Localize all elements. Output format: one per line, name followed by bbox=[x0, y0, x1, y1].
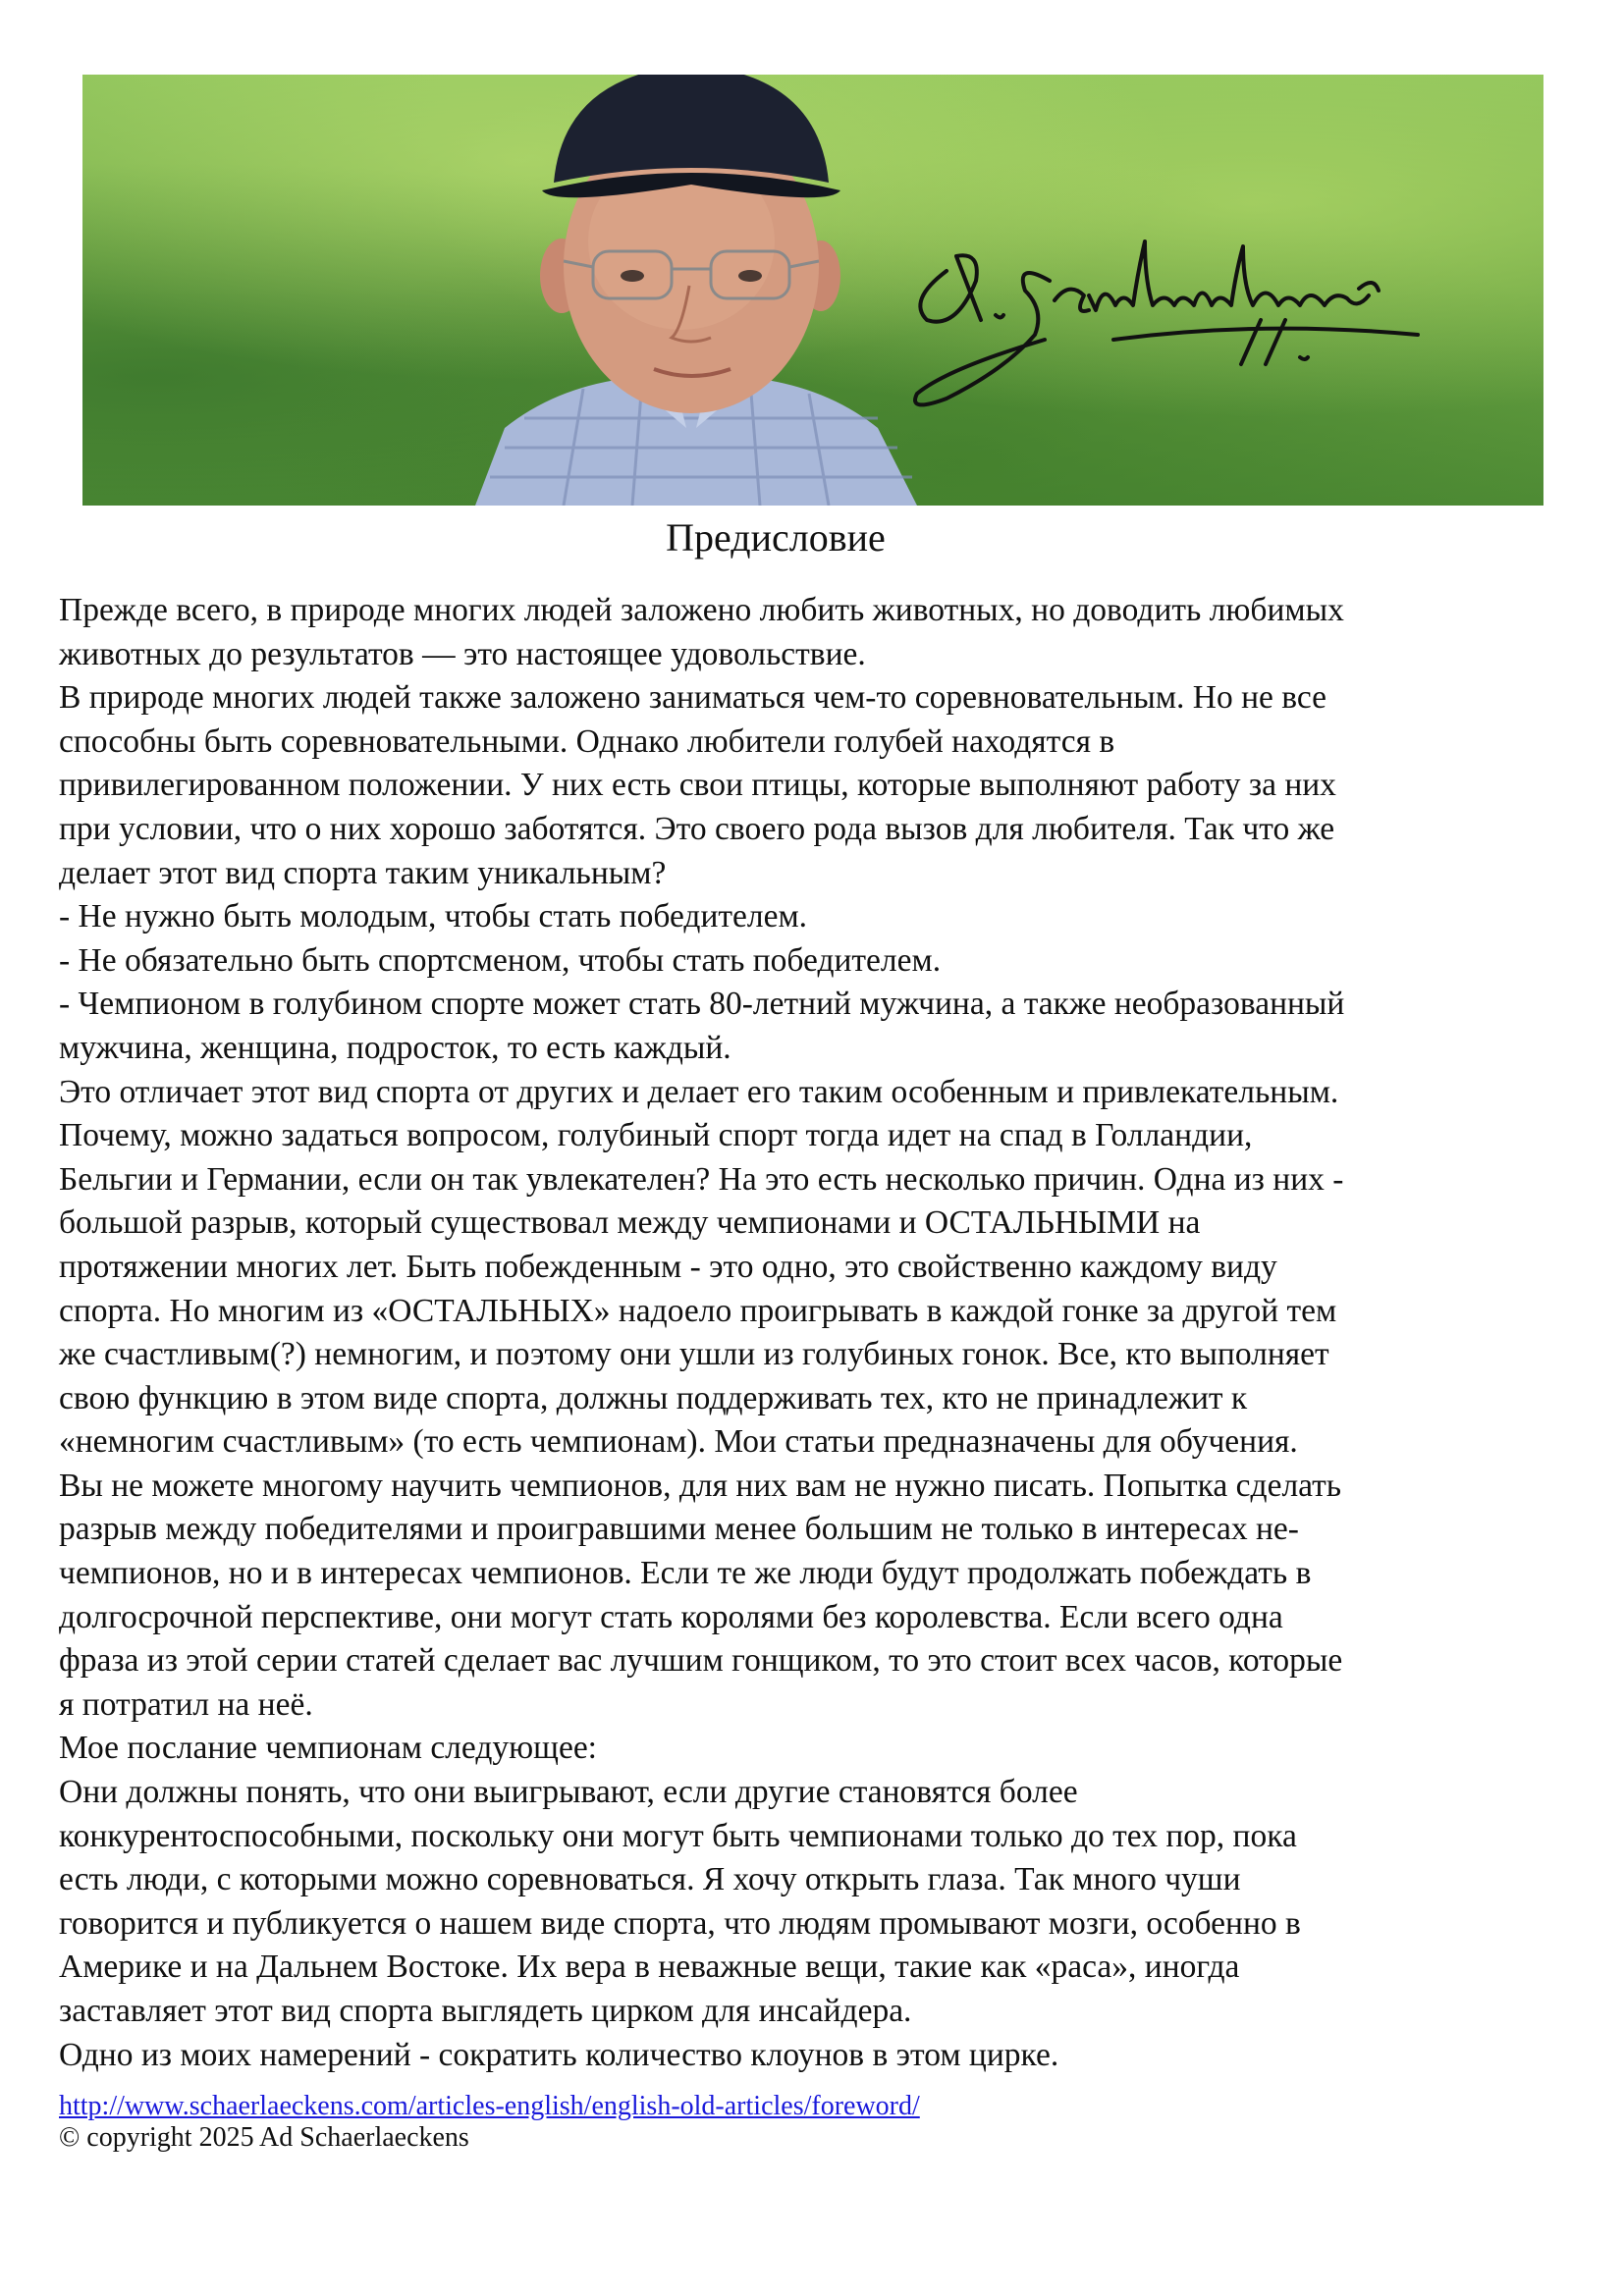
body-line: долгосрочной перспективе, они могут стать королями без королевства. Если всего одна bbox=[59, 1598, 1283, 1635]
body-line: свою функцию в этом виде спорта, должны поддерживать тех, кто не принадлежит к bbox=[59, 1379, 1248, 1416]
body-line: Почему, можно задаться вопросом, голубиный спорт тогда идет на спад в Голландии, bbox=[59, 1117, 1253, 1154]
body-line: чемпионов, но и в интересах чемпионов. Если те же люди будут продолжать побеждать в bbox=[59, 1555, 1312, 1592]
body-line: большой разрыв, который существовал между чемпионами и ОСТАЛЬНЫМИ на bbox=[59, 1204, 1201, 1242]
body-line: способны быть соревновательными. Однако любители голубей находятся в bbox=[59, 722, 1115, 760]
body-line: делает этот вид спорта таким уникальным? bbox=[59, 854, 667, 891]
body-line: спорта. Но многим из «ОСТАЛЬНЫХ» надоело проигрывать в каждой гонке за другой тем bbox=[59, 1292, 1337, 1329]
body-line: Это отличает этот вид спорта от других и делает его таким особенным и привлекательным. bbox=[59, 1073, 1339, 1110]
footer bbox=[59, 2091, 920, 2154]
header-banner bbox=[82, 75, 1543, 506]
copyright-text: © copyright 2025 Ad Schaerlaeckens bbox=[59, 2122, 469, 2153]
body-line: есть люди, с которыми можно соревноваться. Я хочу открыть глаза. Так много чуши bbox=[59, 1861, 1241, 1898]
document-title-text: Предисловие bbox=[666, 515, 886, 560]
body-line: В природе многих людей также заложено заниматься чем-то соревновательным. Но не все bbox=[59, 679, 1327, 717]
body-line: заставляет этот вид спорта выглядеть цирком для инсайдера. bbox=[59, 1993, 912, 2029]
body-line: протяжении многих лет. Быть побежденным - это одно, это свойственно каждому виду bbox=[59, 1248, 1277, 1285]
body-text bbox=[59, 589, 1579, 2077]
handwritten-signature bbox=[888, 173, 1496, 418]
body-line: мужчина, женщина, подросток, то есть каждый. bbox=[59, 1029, 731, 1066]
body-line: «немногим счастливым» (то есть чемпионам). Мои статьи предназначены для обучения. bbox=[59, 1423, 1298, 1461]
body-line: фраза из этой серии статей сделает вас лучшим гонщиком, то это стоит всех часов, которые bbox=[59, 1642, 1343, 1680]
body-line: Америке и на Дальнем Востоке. Их вера в неважные вещи, такие как «раса», иногда bbox=[59, 1949, 1240, 1986]
body-line: - Не нужно быть молодым, чтобы стать победителем. bbox=[59, 898, 808, 935]
body-line: Они должны понять, что они выигрывают, если другие становятся более bbox=[59, 1774, 1078, 1811]
document-title bbox=[0, 508, 1551, 567]
body-line: конкурентоспособными, поскольку они могут быть чемпионами только до тех пор, пока bbox=[59, 1817, 1297, 1854]
body-line: - Чемпионом в голубином спорте может стать 80-летний мужчина, а также необразованный bbox=[59, 986, 1345, 1023]
body-line: Мое послание чемпионам следующее: bbox=[59, 1730, 597, 1767]
body-line: Бельгии и Германии, если он так увлекателен? На это есть несколько причин. Одна из них - bbox=[59, 1160, 1344, 1198]
body-line: Прежде всего, в природе многих людей заложено любить животных, но доводить любимых bbox=[59, 592, 1344, 628]
author-portrait bbox=[436, 75, 947, 506]
body-line: привилегированном положении. У них есть свои птицы, которые выполняют работу за них bbox=[59, 767, 1336, 804]
body-line: животных до результатов — это настоящее удовольствие. bbox=[59, 635, 866, 672]
body-line: при условии, что о них хорошо заботятся. Это своего рода вызов для любителя. Так что же bbox=[59, 810, 1335, 847]
body-line: Одно из моих намерений - сократить количество клоунов в этом цирке. bbox=[59, 2036, 1059, 2073]
body-line: я потратил на неё. bbox=[59, 1685, 313, 1723]
source-link[interactable]: http://www.schaerlaeckens.com/articles-english/english-old-articles/foreword/ bbox=[59, 2091, 920, 2121]
body-line: разрыв между победителями и проигравшими менее большим не только в интересах не- bbox=[59, 1511, 1299, 1548]
body-line: же счастливым(?) немногим, и поэтому они ушли из голубиных гонок. Все, кто выполняет bbox=[59, 1336, 1329, 1373]
body-line: говорится и публикуется о нашем виде спорта, что людям промывают мозги, особенно в bbox=[59, 1904, 1301, 1942]
body-line: Вы не можете многому научить чемпионов, для них вам не нужно писать. Попытка сделать bbox=[59, 1467, 1342, 1504]
body-line: - Не обязательно быть спортсменом, чтобы стать победителем. bbox=[59, 941, 942, 979]
